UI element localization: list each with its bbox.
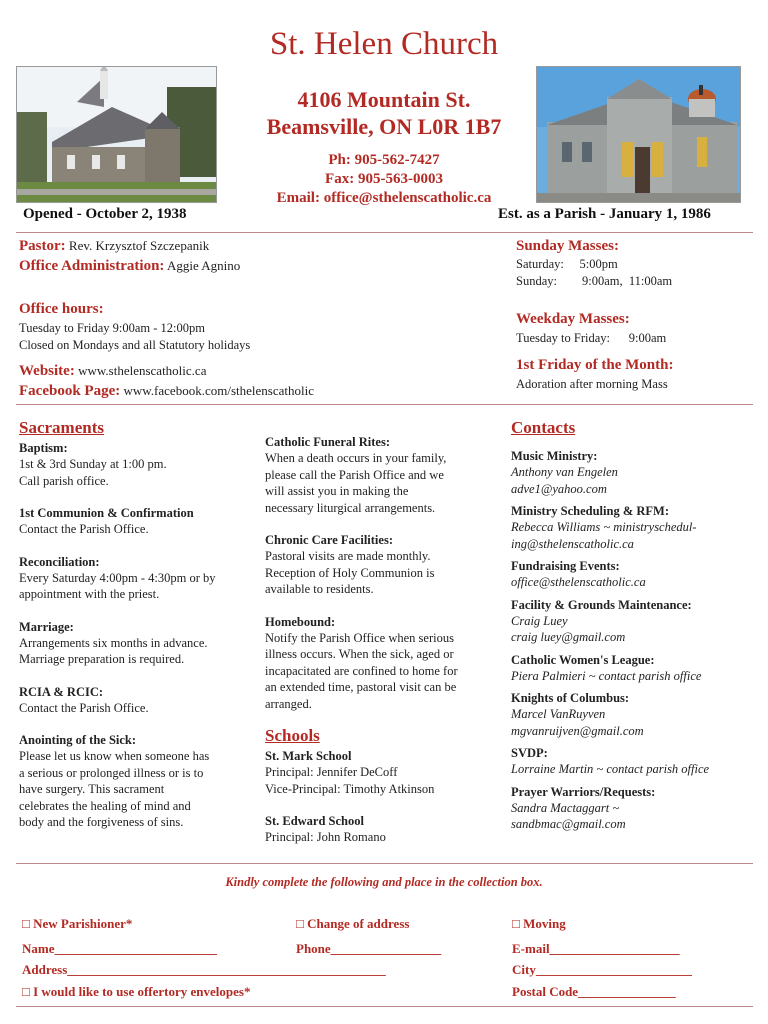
- admin-line: [19, 258, 240, 275]
- established-date: Est. as a Parish - January 1, 1986: [498, 206, 711, 222]
- contact-title: Ministry Scheduling & RFM:: [511, 504, 669, 518]
- pastor-line: Pastor: Rev. Krzysztof Szczepanik: [19, 238, 210, 254]
- contact-title: Facility & Grounds Maintenance:: [511, 597, 692, 612]
- school-staff: Vice-Principal: Timothy Atkinson: [265, 781, 435, 796]
- funeral-text: please call the Parish Office and we: [265, 467, 444, 482]
- office-hours-line2: Closed on Mondays and all Statutory holidays: [19, 338, 251, 352]
- contact-name: Anthony van Engelen: [511, 465, 618, 479]
- contact-email[interactable]: adve1@yahoo.com: [511, 481, 607, 496]
- marriage-text: Marriage preparation is required.: [19, 652, 185, 666]
- contact-title: Prayer Warriors/Requests:: [511, 784, 656, 799]
- baptism-text: Call parish office.: [19, 473, 109, 488]
- phone-number: Ph: 905-562-7427: [328, 152, 440, 168]
- contact-title: Knights of Columbus:: [511, 691, 630, 705]
- homebound-text: incapacitated are confined to home for: [265, 663, 458, 678]
- facebook-link[interactable]: www.facebook.com/sthelenscatholic: [123, 383, 314, 398]
- anointing-text: have surgery. This sacrament: [19, 782, 165, 796]
- sunday-masses-label: Sunday Masses:: [516, 238, 619, 254]
- contact-title: Fundraising Events:: [511, 559, 620, 573]
- office-hours-line1: Tuesday to Friday 9:00am - 12:00pm: [19, 321, 205, 335]
- homebound-text: arranged.: [265, 696, 312, 711]
- first-friday-text: Adoration after morning Mass: [516, 377, 668, 391]
- contact-name: Piera Palmieri ~ contact parish office: [511, 668, 702, 683]
- school-name: St. Mark School: [265, 749, 352, 763]
- website-link[interactable]: www.sthelenscatholic.ca: [78, 363, 207, 378]
- old-church-photo: [16, 66, 217, 203]
- contact-name: Lorraine Martin ~ contact parish office: [511, 762, 710, 776]
- pastor-name: Rev. Krzysztof Szczepanik: [68, 238, 210, 253]
- homebound-text: illness occurs. When the sick, aged or: [265, 647, 454, 661]
- name-field[interactable]: Name_________________________: [22, 941, 217, 956]
- chronic-care-text: Pastoral visits are made monthly.: [265, 549, 431, 563]
- email-field[interactable]: E-mail____________________: [512, 941, 680, 956]
- admin-label: Office Administration:: [19, 258, 165, 274]
- contact-name: Rebecca Williams ~ ministryschedul-: [511, 520, 697, 534]
- communion-title: 1st Communion & Confirmation: [19, 506, 194, 520]
- address-street: 4106 Mountain St.: [297, 87, 471, 112]
- pastor-label: Pastor: [19, 238, 61, 254]
- homebound-text: Notify the Parish Office when serious: [265, 630, 454, 645]
- chronic-care-text: available to residents.: [265, 582, 374, 596]
- anointing-text: body and the forgiveness of sins.: [19, 815, 184, 829]
- contact-email[interactable]: mgvanruijven@gmail.com: [511, 723, 644, 738]
- first-friday-label: 1st Friday of the Month:: [516, 357, 674, 373]
- contact-email[interactable]: ing@sthelenscatholic.ca: [511, 536, 634, 551]
- funeral-text: necessary liturgical arrangements.: [265, 500, 436, 515]
- moving-checkbox[interactable]: □ Moving: [512, 916, 566, 931]
- page-title: St. Helen Church: [269, 26, 499, 62]
- old-church-image: [17, 67, 217, 203]
- admin-name: Aggie Agnino: [166, 258, 241, 273]
- sacraments-heading: Sacraments: [19, 418, 104, 437]
- office-hours-label: Office hours:: [19, 301, 104, 317]
- anointing-text: a serious or prolonged illness or is to: [19, 765, 204, 780]
- contact-name: Craig Luey: [511, 613, 568, 628]
- new-parishioner-checkbox[interactable]: □ New Parishioner*: [22, 916, 133, 931]
- chronic-care-title: Chronic Care Facilities:: [265, 533, 393, 547]
- contact-name: Marcel VanRuyven: [511, 707, 606, 721]
- fax-number: Fax: 905-563-0003: [325, 171, 443, 187]
- anointing-text: Please let us know when someone has: [19, 749, 210, 763]
- chronic-care-text: Reception of Holy Communion is: [265, 565, 435, 580]
- facebook-label: Facebook Page:: [19, 383, 121, 399]
- divider: [16, 232, 753, 233]
- saturday-mass: Saturday: 5:00pm: [516, 257, 618, 271]
- schools-heading: Schools: [265, 726, 320, 745]
- baptism-text: 1st & 3rd Sunday at 1:00 pm.: [19, 457, 167, 471]
- address-field[interactable]: Address_________________________________________________: [22, 962, 386, 977]
- school-name: St. Edward School: [265, 814, 364, 828]
- facebook-line: [19, 383, 314, 400]
- sunday-mass: Sunday: 9:00am, 11:00am: [516, 274, 673, 288]
- offertory-envelopes-checkbox[interactable]: □ I would like to use offertory envelopes*: [22, 984, 251, 999]
- reconciliation-title: Reconciliation:: [19, 554, 100, 569]
- homebound-title: Homebound:: [265, 614, 336, 629]
- opened-date: Opened - October 2, 1938: [23, 206, 187, 222]
- postal-code-field[interactable]: Postal Code_______________: [512, 984, 676, 999]
- divider: [16, 404, 753, 405]
- funeral-text: When a death occurs in your family,: [265, 451, 447, 465]
- contact-name: Sandra Mactaggart ~: [511, 800, 620, 815]
- divider: [16, 1006, 753, 1007]
- divider: [16, 863, 753, 864]
- school-staff: Principal: John Romano: [265, 830, 386, 844]
- contact-email[interactable]: office@sthelenscatholic.ca: [511, 575, 646, 589]
- sacraments-section: [19, 418, 259, 831]
- communion-text: Contact the Parish Office.: [19, 522, 149, 536]
- anointing-title: Anointing of the Sick:: [19, 733, 137, 747]
- website-line: [19, 363, 206, 380]
- homebound-text: an extended time, pastoral visit can be: [265, 680, 457, 694]
- contacts-section: [511, 418, 756, 833]
- contact-title: SVDP:: [511, 746, 548, 760]
- reconciliation-text: appointment with the priest.: [19, 587, 160, 601]
- form-instruction: Kindly complete the following and place in the collection box.: [225, 875, 543, 889]
- reconciliation-text: Every Saturday 4:00pm - 4:30pm or by: [19, 570, 216, 585]
- contact-email[interactable]: sandbmac@gmail.com: [511, 817, 626, 831]
- website-label: Website:: [19, 363, 75, 379]
- services-section: [265, 434, 505, 846]
- anointing-text: celebrates the healing of mind and: [19, 798, 191, 813]
- weekday-mass: Tuesday to Friday: 9:00am: [516, 331, 667, 345]
- funeral-title: Catholic Funeral Rites:: [265, 435, 390, 449]
- marriage-text: Arrangements six months in advance.: [19, 635, 208, 650]
- marriage-title: Marriage:: [19, 619, 74, 634]
- contact-title: Catholic Women's League:: [511, 652, 655, 667]
- contacts-heading: Contacts: [511, 418, 576, 437]
- phone-field[interactable]: Phone_________________: [296, 941, 442, 956]
- baptism-title: Baptism:: [19, 441, 68, 455]
- city-field[interactable]: City________________________: [512, 962, 692, 977]
- weekday-masses-label: Weekday Masses:: [516, 311, 630, 327]
- funeral-text: will assist you in making the: [265, 484, 409, 498]
- rcia-title: RCIA & RCIC:: [19, 684, 104, 699]
- email-address[interactable]: Email: office@sthelenscatholic.ca: [276, 190, 492, 206]
- contact-email[interactable]: craig luey@gmail.com: [511, 630, 626, 644]
- contact-title: Music Ministry:: [511, 449, 598, 463]
- school-staff: Principal: Jennifer DeCoff: [265, 765, 398, 779]
- rcia-text: Contact the Parish Office.: [19, 700, 149, 715]
- address-city: Beamsville, ON L0R 1B7: [266, 114, 502, 139]
- change-address-checkbox[interactable]: □ Change of address: [296, 916, 410, 931]
